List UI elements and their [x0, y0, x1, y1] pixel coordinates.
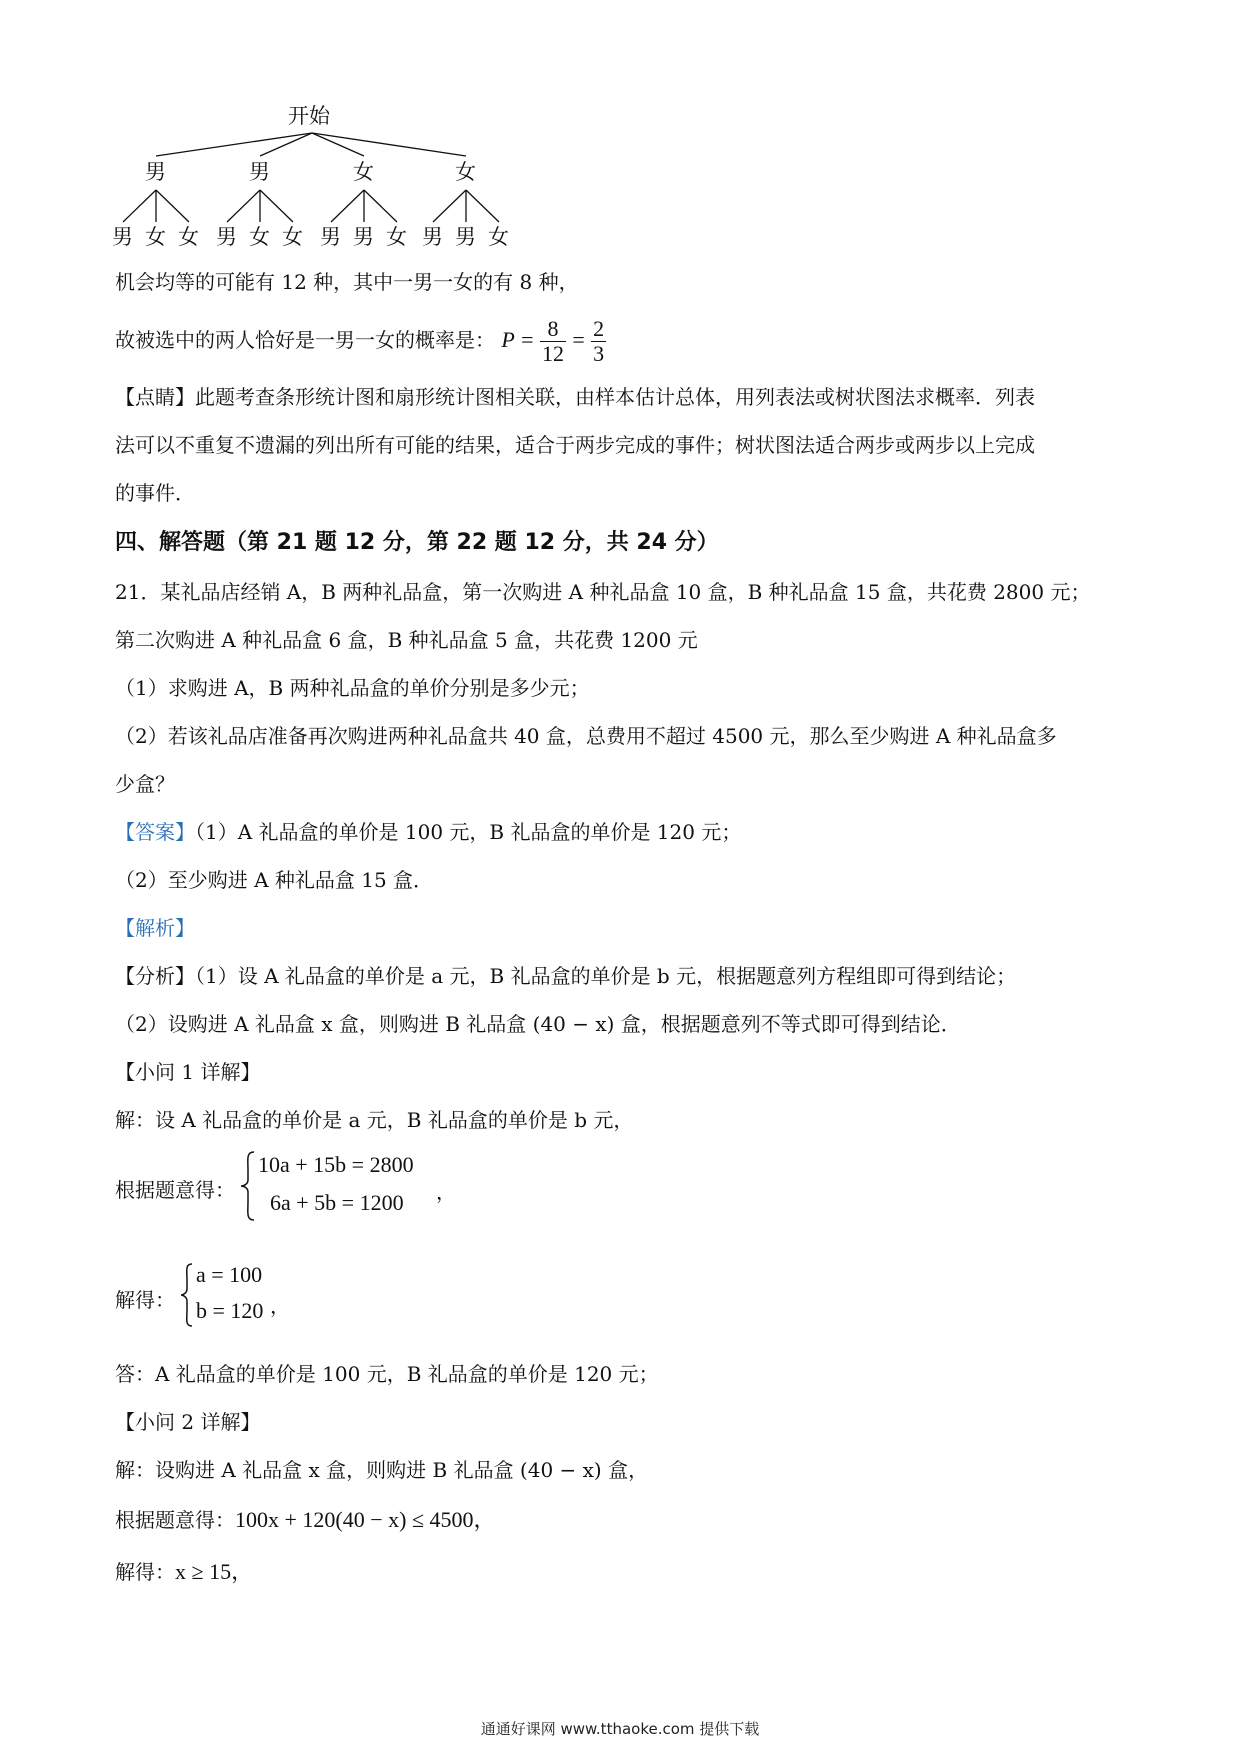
solution-1-line-1: 解：设 A 礼品盒的单价是 a 元，B 礼品盒的单价是 b 元，: [115, 1108, 634, 1132]
tree-leaf: 男: [422, 225, 443, 249]
inequality: 100x + 120(40 − x) ≤ 4500，: [235, 1507, 496, 1532]
solution-1-line-2: 根据题意得：: [115, 1178, 235, 1202]
solution-1-line-3: 解得：: [115, 1288, 175, 1312]
analysis-line-1: 【分析】（1）设 A 礼品盒的单价是 a 元，B 礼品盒的单价是 b 元，根据题意列方程组即可得到结论；: [115, 964, 1017, 988]
tree-root: 开始: [288, 104, 330, 128]
tree-leaf: 女: [282, 225, 303, 249]
tree-leaf: 男: [353, 225, 374, 249]
question-21-part-2b: 少盒？: [115, 772, 175, 796]
equation-2: 6a + 5b = 1200: [270, 1190, 404, 1215]
probability-prefix: 故被选中的两人恰好是一男一女的概率是：: [115, 328, 495, 352]
page-footer: 通通好课网 www.tthaoke.com 提供下载: [480, 1720, 760, 1738]
equation-brace: [238, 1150, 258, 1222]
comment-line-1: 【点睛】此题考查条形统计图和扇形统计图相关联，由样本估计总体，用列表法或树状图法求概率．列表: [115, 385, 1035, 409]
result-b: b = 120: [196, 1298, 264, 1323]
tree-leaf: 男: [320, 225, 341, 249]
tree-leaf: 女: [488, 225, 509, 249]
answer-1-sentence: 答：A 礼品盒的单价是 100 元，B 礼品盒的单价是 120 元；: [115, 1362, 659, 1386]
analysis-line-2: （2）设购进 A 礼品盒 x 盒，则购进 B 礼品盒 (40 − x) 盒，根据题意列不等式即可得到结论．: [115, 1012, 961, 1036]
tree-node-l1: 女: [353, 160, 374, 184]
question-21-line-2: 第二次购进 A 种礼品盒 6 盒，B 种礼品盒 5 盒，共花费 1200 元: [115, 628, 698, 652]
section-title: 四、解答题（第 21 题 12 分，第 22 题 12 分，共 24 分）: [115, 530, 719, 555]
solution-2-line-2: 根据题意得：100x + 120(40 − x) ≤ 4500，: [115, 1507, 496, 1532]
result-x: x ≥ 15，: [175, 1559, 254, 1584]
tree-leaf: 女: [249, 225, 270, 249]
tree-leaf: 男: [455, 225, 476, 249]
probability-p: P: [501, 327, 515, 352]
tree-leaf: 女: [145, 225, 166, 249]
answer-line-1: 【答案】（1）A 礼品盒的单价是 100 元，B 礼品盒的单价是 120 元；: [115, 820, 742, 844]
tree-leaf: 女: [386, 225, 407, 249]
question-21-part-2a: （2）若该礼品店准备再次购进两种礼品盒共 40 盒，总费用不超过 4500 元，那么至少购进 A 种礼品盒多: [115, 724, 1057, 748]
analysis-label: 【解析】: [115, 916, 195, 940]
solution-brace: [178, 1262, 196, 1328]
result-comma: ，: [270, 1296, 290, 1318]
tree-node-l1: 男: [145, 160, 166, 184]
fraction-2-3: $\frac{2}{3}$: [593, 316, 605, 366]
equation-comma: ，: [436, 1182, 456, 1204]
sub-question-2-heading: 【小问 2 详解】: [115, 1410, 261, 1434]
answer-line-2: （2）至少购进 A 种礼品盒 15 盒．: [115, 868, 434, 892]
question-21-line-1: 21．某礼品店经销 A，B 两种礼品盒，第一次购进 A 种礼品盒 10 盒，B 种礼品盒 15 盒，共花费 2800 元；: [115, 580, 1091, 604]
tree-leaf: 女: [178, 225, 199, 249]
result-a: a = 100: [196, 1262, 263, 1287]
tree-leaf: 男: [216, 225, 237, 249]
equation-1: 10a + 15b = 2800: [258, 1152, 414, 1177]
fraction-8-12: $\frac{8}{12}$: [541, 316, 564, 366]
probability-line: 故被选中的两人恰好是一男一女的概率是： P = $\frac{8}{12}$ = $\frac{2}{3}$: [115, 316, 605, 366]
tree-leaf: 男: [112, 225, 133, 249]
solution-2-line-3: 解得：x ≥ 15，: [115, 1559, 254, 1584]
sub-question-1-heading: 【小问 1 详解】: [115, 1060, 261, 1084]
comment-line-2: 法可以不重复不遗漏的列出所有可能的结果，适合于两步完成的事件；树状图法适合两步或两步以上完成: [115, 433, 1035, 457]
answer-label: 【答案】: [115, 820, 195, 844]
outcomes-line: 机会均等的可能有 12 种，其中一男一女的有 8 种，: [115, 270, 579, 294]
comment-line-3: 的事件．: [115, 481, 195, 505]
tree-node-l1: 女: [455, 160, 476, 184]
tree-diagram-lines: [0, 0, 1240, 260]
solution-2-line-1: 解：设购进 A 礼品盒 x 盒，则购进 B 礼品盒 (40 − x) 盒，: [115, 1458, 649, 1482]
question-21-part-1: （1）求购进 A，B 两种礼品盒的单价分别是多少元；: [115, 676, 590, 700]
tree-node-l1: 男: [249, 160, 270, 184]
